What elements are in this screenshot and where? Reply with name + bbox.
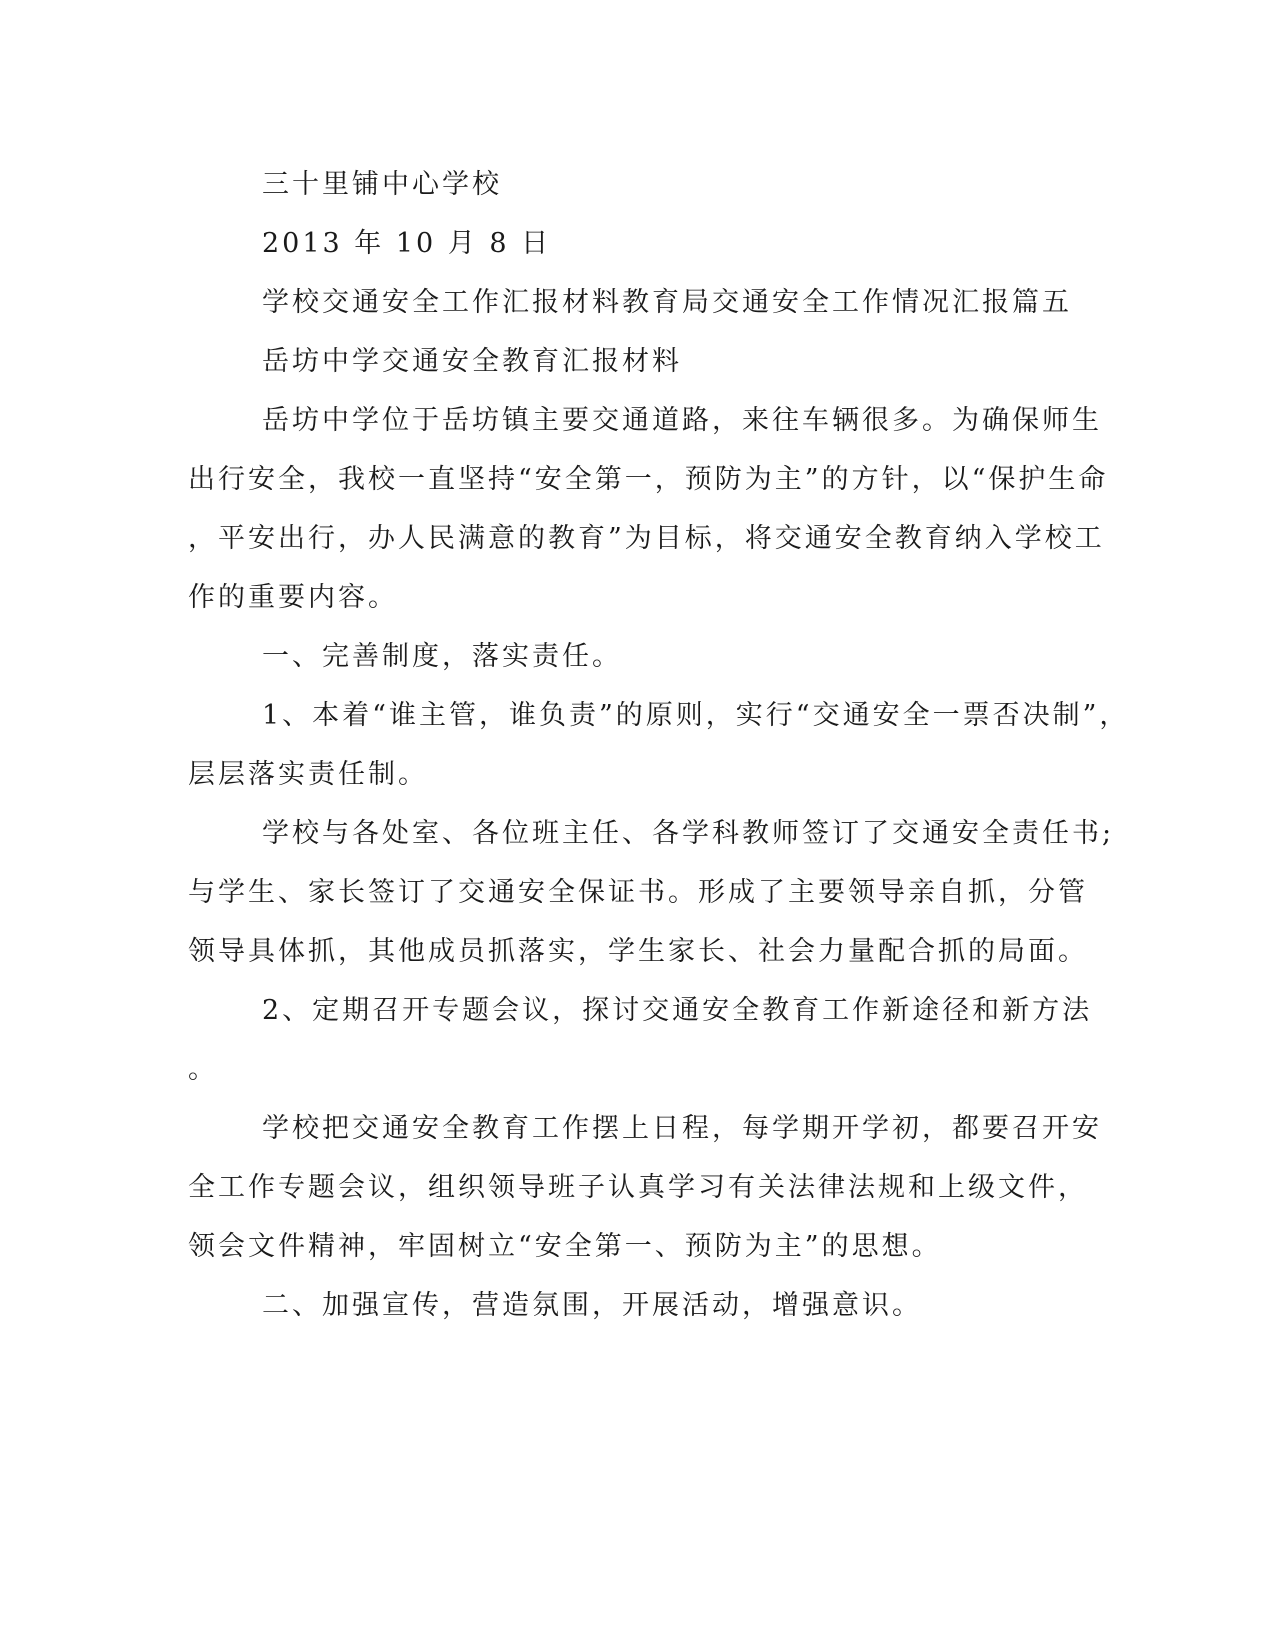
date-line: 2013 年 10 月 8 日 [262, 228, 552, 259]
paragraph-line: 与学生、家长签订了交通安全保证书。形成了主要领导亲自抓，分管 [188, 877, 1088, 908]
school-name: 三十里铺中心学校 [262, 169, 502, 200]
paragraph-line: 学校把交通安全教育工作摆上日程，每学期开学初，都要召开安 [262, 1113, 1102, 1144]
paragraph-line: 领导具体抓，其他成员抓落实，学生家长、社会力量配合抓的局面。 [188, 936, 1088, 967]
paragraph-line: 领会文件精神，牢固树立“安全第一、预防为主”的思想。 [188, 1231, 942, 1262]
paragraph-line: 作的重要内容。 [188, 582, 398, 613]
paragraph-line: 岳坊中学位于岳坊镇主要交通道路，来往车辆很多。为确保师生 [262, 405, 1102, 436]
heading-one: 一、完善制度，落实责任。 [262, 641, 622, 672]
paragraph-line: 学校与各处室、各位班主任、各学科教师签订了交通安全责任书; [262, 818, 1115, 849]
paragraph-line: 全工作专题会议，组织领导班子认真学习有关法律法规和上级文件， [188, 1172, 1088, 1203]
paragraph-line: 层层落实责任制。 [188, 759, 428, 790]
paragraph-line: 出行安全，我校一直坚持“安全第一，预防为主”的方针，以“保护生命 [188, 464, 1109, 495]
paragraph-line: ，平安出行，办人民满意的教育”为目标，将交通安全教育纳入学校工 [188, 523, 1105, 554]
section-title: 学校交通安全工作汇报材料教育局交通安全工作情况汇报篇五 [262, 287, 1072, 318]
report-title: 岳坊中学交通安全教育汇报材料 [262, 346, 682, 377]
paragraph-line: 。 [188, 1054, 218, 1085]
paragraph-line: 2、定期召开专题会议，探讨交通安全教育工作新途径和新方法 [262, 995, 1093, 1026]
paragraph-line: 1、本着“谁主管，谁负责”的原则，实行“交通安全一票否决制”， [262, 700, 1130, 731]
heading-two: 二、加强宣传，营造氛围，开展活动，增强意识。 [262, 1290, 922, 1321]
